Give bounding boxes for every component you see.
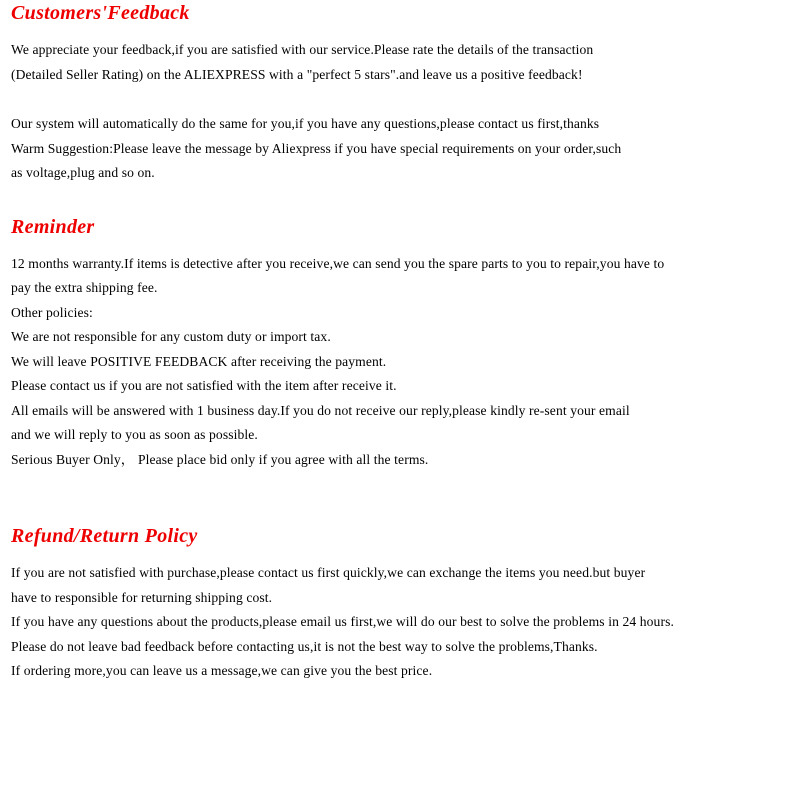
customers-feedback-heading: Customers'Feedback: [11, 2, 190, 24]
reminder-heading: Reminder: [11, 215, 95, 238]
text-line: Please do not leave bad feedback before contacting us,it is not the best way to solve the problems,Thanks.: [11, 638, 598, 654]
refund-return-policy-heading: Refund/Return Policy: [11, 525, 198, 547]
text-line: Warm Suggestion:Please leave the message by Aliexpress if you have special requirements on your order,such: [11, 140, 622, 156]
text-line: Other policies:: [11, 304, 93, 320]
text-line: If you are not satisfied with purchase,please contact us first quickly,we can exchange the items you need.but buyer: [11, 565, 646, 580]
text-line: We will leave POSITIVE FEEDBACK after receiving the payment.: [11, 353, 387, 369]
feedback-paragraph-1: [11, 38, 788, 87]
text-line: Our system will automatically do the same for you,if you have any questions,please contact us first,thanks: [11, 116, 600, 131]
section-reminder: [11, 216, 788, 473]
section-refund-return-policy: [11, 525, 788, 684]
text-line: Please contact us if you are not satisfied with the item after receive it.: [11, 378, 397, 393]
text-line: If ordering more,you can leave us a message,we can give you the best price.: [11, 663, 433, 678]
text-line: 12 months warranty.If items is detective after you receive,we can send you the spare parts to you to repair,you have to: [11, 255, 665, 271]
section-customers-feedback: [11, 2, 788, 186]
text-line: All emails will be answered with 1 business day.If you do not receive our reply,please kindly re-sent your email: [11, 402, 630, 418]
refund-paragraph: [11, 561, 788, 684]
text-line: (Detailed Seller Rating) on the ALIEXPRESS with a "perfect 5 stars".and leave us a positive feedback!: [11, 66, 583, 82]
text-line: and we will reply to you as soon as possible.: [11, 427, 258, 442]
text-line: We appreciate your feedback,if you are satisfied with our service.Please rate the details of the transaction: [11, 42, 594, 57]
text-line: If you have any questions about the products,please email us first,we will do our best to solve the problems in 24 hours.: [11, 614, 674, 629]
text-line: We are not responsible for any custom duty or import tax.: [11, 329, 331, 344]
reminder-paragraph: [11, 252, 788, 473]
text-line: Serious Buyer Only， Please place bid only if you agree with all the terms.: [11, 451, 429, 467]
text-line: have to responsible for returning shipping cost.: [11, 589, 273, 605]
feedback-paragraph-2: [11, 112, 788, 186]
text-line: pay the extra shipping fee.: [11, 280, 158, 295]
text-line: as voltage,plug and so on.: [11, 165, 155, 180]
